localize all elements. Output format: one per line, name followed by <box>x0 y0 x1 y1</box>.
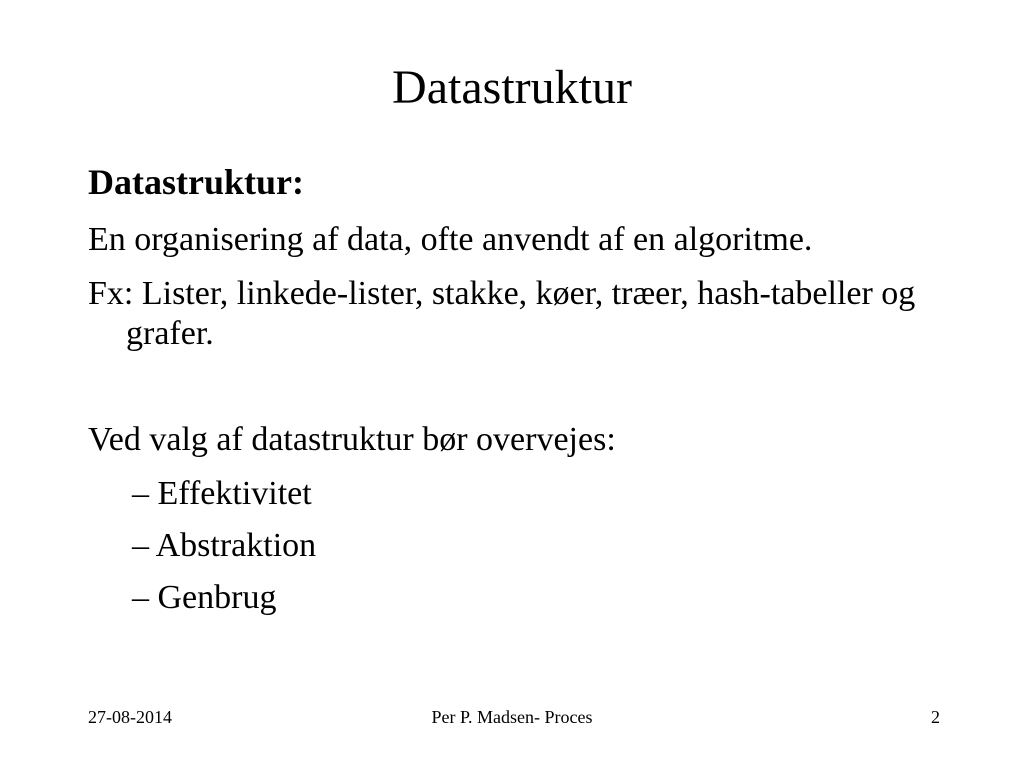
definition-text: En organisering af data, ofte anvendt af en algoritme. <box>88 221 813 258</box>
slide-title: Datastruktur <box>392 61 632 114</box>
considerations-intro: Ved valg af datastruktur bør overvejes: <box>88 421 616 458</box>
footer-author: Per P. Madsen- Proces <box>431 707 593 727</box>
footer-date: 27-08-2014 <box>88 707 172 727</box>
section-heading: Datastruktur: <box>88 162 304 202</box>
page-number: 2 <box>931 707 940 727</box>
consideration-item: – Effektivitet <box>132 475 312 512</box>
consideration-item: – Abstraktion <box>132 527 317 564</box>
consideration-item: – Genbrug <box>132 579 277 616</box>
examples-text: Fx: Lister, linkede-lister, stakke, køer, træer, hash-tabeller og grafer. <box>88 275 916 352</box>
